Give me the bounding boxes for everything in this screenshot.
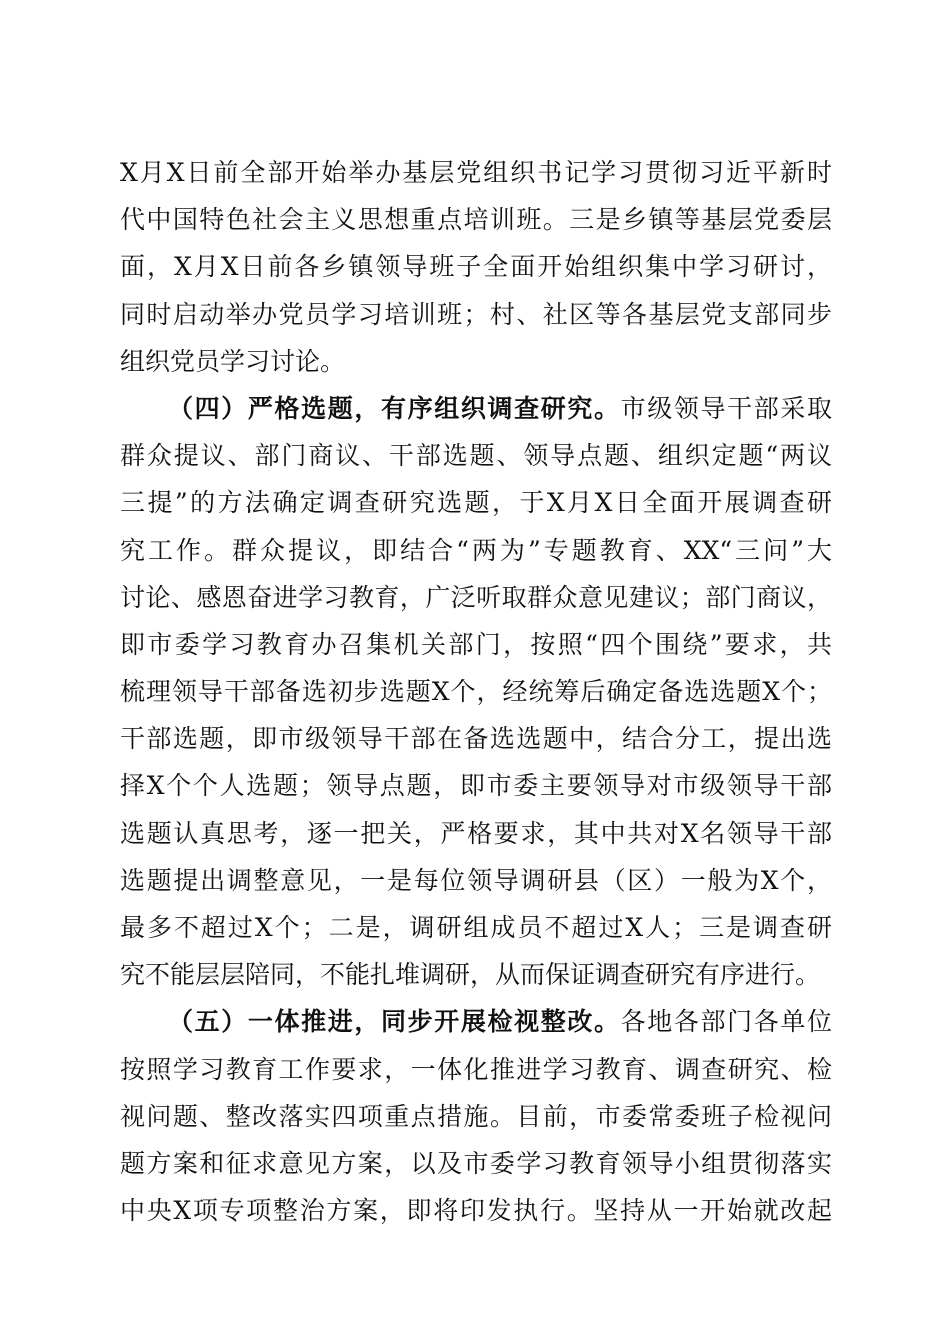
paragraph-line: 最多不超过X个；二是，调研组成员不超过X人；三是调查研 [120, 913, 832, 942]
paragraph-line: 择X个个人选题；领导点题，即市委主要领导对市级领导干部 [120, 771, 832, 801]
paragraph-line: 选题提出调整意见，一是每位领导调研县（区）一般为X个， [120, 865, 832, 895]
paragraph-line: X月X日前全部开始举办基层党组织书记学习贯彻习近平新时 [120, 158, 832, 187]
paragraph-line: 即市委学习教育办召集机关部门，按照“四个围绕”要求，共 [120, 629, 832, 659]
paragraph-line: 干部选题，即市级领导干部在备选选题中，结合分工，提出选 [120, 724, 832, 754]
paragraph-line: 同时启动举办党员学习培训班；村、社区等各基层党支部同步 [120, 299, 832, 329]
paragraph-line: 视问题、整改落实四项重点措施。目前，市委常委班子检视问 [120, 1101, 832, 1131]
section-5-first-line [120, 998, 832, 1045]
paragraph-line: 讨论、感恩奋进学习教育，广泛听取群众意见建议；部门商议， [120, 582, 832, 612]
paragraph-line: 组织党员学习讨论。 [120, 346, 346, 376]
paragraph-line: 究不能层层陪同，不能扎堆调研，从而保证调查研究有序进行。 [120, 960, 821, 990]
paragraph-line: 究工作。群众提议，即结合“两为”专题教育、XX“三问”大 [120, 535, 832, 565]
section-5-heading: （五）一体推进，同步开展检视整改。 [168, 1007, 621, 1037]
section-4-first-line-text: 市级领导干部采取 [620, 393, 832, 423]
document-body [120, 149, 832, 1234]
paragraph-line: 选题认真思考，逐一把关，严格要求，其中共对X名领导干部 [120, 818, 832, 848]
paragraph-line: 群众提议、部门商议、干部选题、领导点题、组织定题“两议 [120, 441, 832, 471]
section-5-first-line-text: 各地各部门各单位 [620, 1007, 832, 1037]
paragraph-line: 题方案和征求意见方案，以及市委学习教育领导小组贯彻落实 [120, 1148, 832, 1178]
section-4-heading: （四）严格选题，有序组织调查研究。 [168, 393, 621, 423]
paragraph-line: 中央X项专项整治方案，即将印发执行。坚持从一开始就改起 [120, 1196, 832, 1226]
paragraph-line: 代中国特色社会主义思想重点培训班。三是乡镇等基层党委层 [120, 205, 832, 235]
paragraph-line: 按照学习教育工作要求，一体化推进学习教育、调查研究、检 [120, 1054, 832, 1084]
section-4-first-line [120, 385, 832, 432]
paragraph-line: 三提”的方法确定调查研究选题，于X月X日全面开展调查研 [120, 488, 832, 518]
paragraph-line: 面，X月X日前各乡镇领导班子全面开始组织集中学习研讨， [120, 252, 832, 282]
paragraph-line: 梳理领导干部备选初步选题X个，经统筹后确定备选选题X个； [120, 677, 832, 707]
